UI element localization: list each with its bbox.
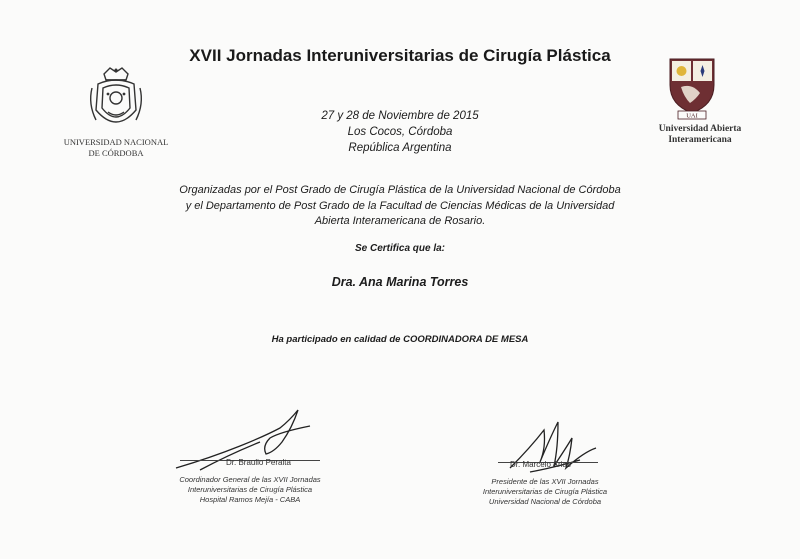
signature-2-role-line2: Interuniversitarias de Cirugía Plástica <box>482 487 608 496</box>
organizers-line2: y el Departamento de Post Grado de la Facultad de Ciencias Médicas de la Universidad <box>185 199 615 212</box>
unc-caption-line2: DE CÓRDOBA <box>88 148 144 158</box>
uai-badge-text: UAI <box>686 112 698 120</box>
signature-2-role <box>470 477 620 507</box>
signature-1-role <box>170 475 330 505</box>
unc-caption-line1: UNIVERSIDAD NACIONAL <box>63 137 169 147</box>
signature-2-name: Dr. Marcelo Arias <box>510 460 571 469</box>
recipient-name: Dra. Ana Marina Torres <box>331 275 469 289</box>
organizers-line1: Organizadas por el Post Grado de Cirugía Plástica de la Universidad Nacional de Córdoba <box>179 184 621 196</box>
signature-2-icon <box>500 408 620 488</box>
uai-caption-line1: Universidad Abierta <box>658 124 742 134</box>
organizers-line3: Abierta Interamericana de Rosario. <box>314 215 486 227</box>
uai-caption-line2: Interamericana <box>668 135 732 145</box>
signature-1-role-line2: Interuniversitarias de Cirugía Plástica <box>187 485 313 494</box>
certifies-label: Se Certifica que la: <box>354 243 446 254</box>
unc-seal-icon <box>86 64 146 136</box>
signature-2-role-line3: Universidad Nacional de Córdoba <box>488 497 602 506</box>
signature-1-name: Dr. Braulio Peralta <box>226 458 291 467</box>
event-place: Los Cocos, Córdoba <box>347 126 453 138</box>
event-country: República Argentina <box>348 142 452 154</box>
unc-caption <box>46 137 186 159</box>
event-date: 27 y 28 de Noviembre de 2015 <box>321 110 479 122</box>
certificate-title: XVII Jornadas Interuniversitarias de Cirugía Plástica <box>189 46 611 65</box>
uai-caption <box>640 124 760 146</box>
signature-1-role-line3: Hospital Ramos Mejía - CABA <box>199 495 301 504</box>
signature-2-role-line1: Presidente de las XVII Jornadas <box>491 477 599 486</box>
organizers-paragraph <box>150 183 650 230</box>
event-info <box>300 108 500 156</box>
signature-1-role-line1: Coordinador General de las XVII Jornadas <box>179 475 321 484</box>
participation-statement: Ha participado en calidad de COORDINADORA DE MESA <box>271 334 529 345</box>
uai-shield-icon <box>666 55 718 121</box>
